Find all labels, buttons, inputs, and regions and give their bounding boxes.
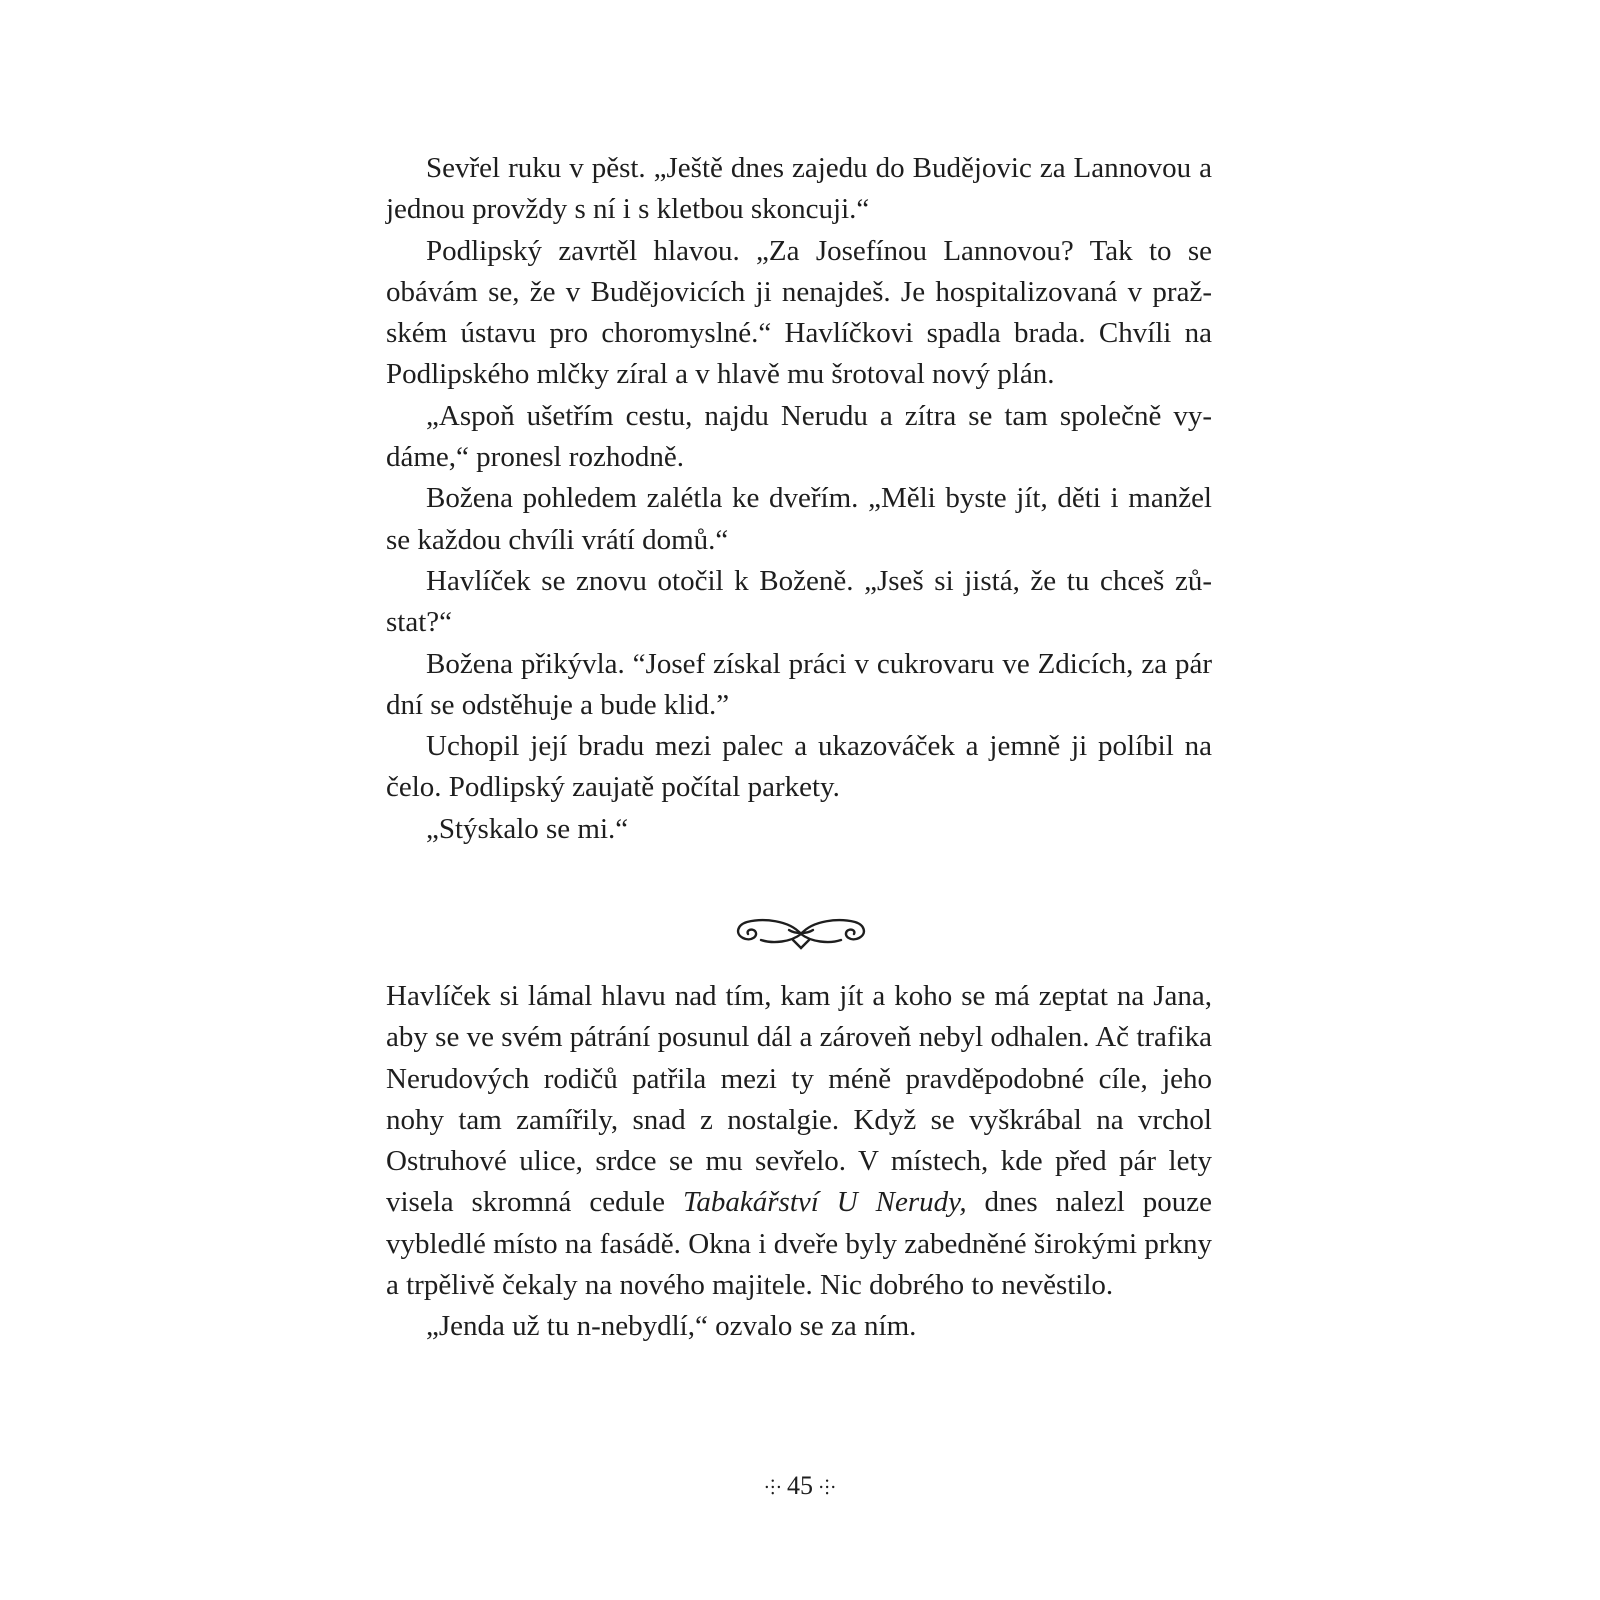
paragraph: Uchopil její bradu mezi palec a ukazováček a jemně ji políbil na čelo. Podlipský zaujatě počítal parkety. xyxy=(386,730,1212,804)
shop-sign-name: Tabakářství U Nerudy, xyxy=(682,1186,967,1219)
paragraph xyxy=(386,976,1212,1306)
paragraph: Havlíček se znovu otočil k Boženě. „Jseš si jistá, že tu chceš zůstat?“ xyxy=(386,564,1212,639)
top-text-section xyxy=(386,148,1212,850)
page-number xyxy=(700,1466,900,1508)
flourish-divider-icon xyxy=(733,910,869,952)
paragraph: Božena pohledem zalétla ke dveřím. „Měli byste jít, děti i manžel se každou chvíli vrátí domů.“ xyxy=(386,482,1212,556)
paragraph: „Aspoň ušetřím cestu, najdu Nerudu a zítra se tam společně vydáme,“ pronesl rozhodně. xyxy=(386,399,1212,474)
folio-ornament-icon: ⸭ xyxy=(764,1477,781,1500)
paragraph: „Jenda už tu n-nebydlí,“ ozvalo se za ním. xyxy=(426,1310,917,1343)
paragraph-text: Havlíček si lámal hlavu nad tím, kam jít a koho se má zeptat na Jana, aby se ve svém pátrání posunul dál a zároveň nebyl odhalen. Ač trafika Nerudových rodičů patřila mezi ty méně pravděpodobné cíle, jeho nohy tam zamířily, snad z nostalgie. Když se vyškrábal na vrchol Ostruhové ulice, srdce se mu sevřelo. V místech, kde před pár lety visela skromná cedule xyxy=(386,980,1212,1219)
paragraph: Podlipský zavrtěl hlavou. „Za Josefínou Lannovou? Tak to se obávám se, že v Budějovicích ji nenajdeš. Je hospitalizovaná v pražském ústavu pro choromyslné.“ Havlíčkovi spadla brada. Chvíli na Podlipského mlčky zíral a v hlavě mu šrotoval nový plán. xyxy=(386,234,1212,391)
paragraph: Božena přikývla. “Josef získal práci v cukrovaru ve Zdicích, za pár dní se odstěhuje a bude klid.” xyxy=(386,647,1212,721)
page-number-value: 45 xyxy=(787,1471,813,1500)
paragraph-text: dnes nalezl pouze vybledlé místo na fasádě. Okna i dveře byly zabedněné širokými prkny a trpělivě čekaly na nového majitele. Nic dobrého to nevěstilo. xyxy=(386,1186,1212,1302)
paragraph: „Stýskalo se mi.“ xyxy=(426,812,629,845)
folio-ornament-icon: ⸭ xyxy=(819,1477,836,1500)
bottom-text-section xyxy=(386,976,1212,1348)
paragraph: Sevřel ruku v pěst. „Ještě dnes zajedu do Budějovic za Lannovou a jednou provždy s ní i s kletbou skoncuji.“ xyxy=(386,152,1212,226)
